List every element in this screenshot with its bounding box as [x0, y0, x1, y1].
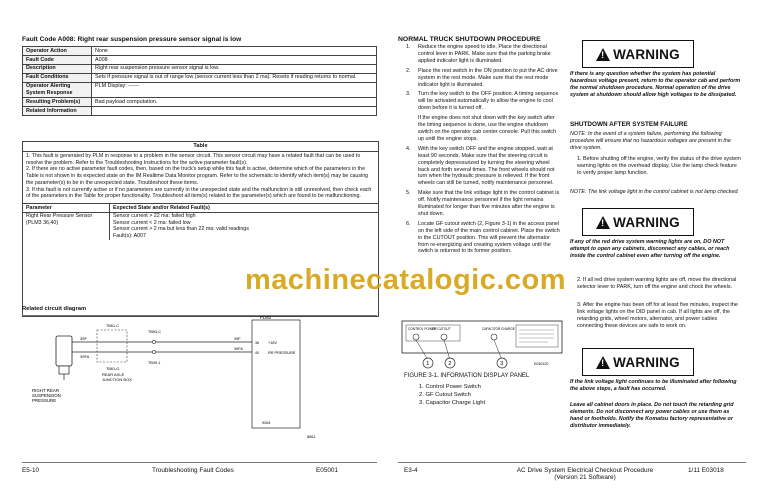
pressure-sensor — [56, 336, 72, 380]
step-item: If the engine does not shut down with the key switch after the timing sequence is done, use the engine shutdown switch on the operator cab center console. Pull this switch up until the engine stops. — [418, 115, 557, 142]
watermark: machinecatalogic.com — [245, 264, 567, 296]
warning-text-3a: If the link voltage light continues to be illuminated after following the above steps, a fault has occurred. — [570, 379, 737, 392]
legend-item: 2. GF Cutout Switch — [419, 392, 471, 399]
wire-label: TB61-G — [106, 367, 120, 371]
junction-box — [97, 330, 127, 362]
gf-cutout-switch-icon — [441, 334, 447, 340]
row-label: Resulting Problem(s) — [23, 98, 92, 107]
row-label: Operator Alerting System Response — [23, 82, 92, 98]
row-value: Right rear suspension pressure sensor signal is low. — [92, 64, 377, 73]
footer-page-left: E5-10 — [22, 467, 40, 474]
figure-caption: FIGURE 3-1. INFORMATION DISPLAY PANEL — [404, 373, 530, 379]
table-row — [23, 98, 377, 107]
legend-item: 1. Control Power Switch — [419, 384, 481, 390]
table-row — [23, 212, 378, 240]
pin-label: 40 — [255, 351, 259, 355]
row-value: None — [92, 47, 377, 56]
row-label: Fault Code — [23, 55, 92, 64]
warning-text-2: If any of the red drive system warning lights are on, DO NOT attempt to open any cabinets, disconnect any cables, or reach inside the control cabinet even after turning off the engine. — [570, 239, 730, 259]
param-states — [110, 212, 379, 240]
step-item: 3. Turn the key switch to the OFF position. A timing sequence will be activated automatically to allow the engine to cool down before it is turned off. — [406, 91, 559, 112]
warning-text-3b: Leave all cabinet doors in place. Do not touch the retarding grid elements. Do not disconnect any power cables or use them as hand or footholds. Notify the Komatsu factory representative or distributor immediately. — [570, 402, 734, 429]
shutdown-heading: NORMAL TRUCK SHUTDOWN PROCEDURE — [398, 36, 541, 43]
output-label: +18V — [268, 341, 277, 345]
parameter-table — [23, 203, 378, 240]
footer-code-left: E05001 — [316, 467, 339, 474]
svg-text:CONTROL POWER: CONTROL POWER — [408, 327, 437, 331]
state-line: Sensor current < 2 ma: failed low — [113, 219, 191, 226]
param-col-header: Parameter — [23, 204, 110, 213]
wire-label: TB39-1 — [148, 361, 161, 365]
row-label: Fault Conditions — [23, 73, 92, 82]
step-item: 6. Locate GF cutout switch (2, Figure 3-1) in the access panel on the left side of the main control cabinet. Place the switch in the CUTOUT position. This will prevent the alternator from re-energizing and creating system voltage until the switch is returned to its former position. — [406, 220, 560, 255]
table-row — [23, 73, 377, 82]
table-para-1: 1. This fault is generated by PLM in response to a problem in the sensor circuit. This sensor circuit may have a related fault that can be used to resolve the problem. Refer to the Troubleshooting Instructions for the active parameter fault(s). — [26, 153, 361, 166]
step-item: 1. Reduce the engine speed to idle. Place the directional control lever in PARK. Make sure that the parking brake applied indicator light is illuminated. — [406, 44, 551, 64]
svg-text:GF CUTOUT: GF CUTOUT — [432, 327, 451, 331]
warning-icon: ! — [596, 48, 610, 61]
footer-rule — [398, 462, 746, 463]
wire-label: TB93-C — [148, 330, 162, 334]
plm-label: PLM3 — [260, 316, 271, 320]
warning-banner-3: ! WARNING — [582, 348, 694, 376]
table-row — [23, 107, 377, 116]
svg-text:3: 3 — [500, 361, 504, 368]
footer-code-right: 1/11 E03018 — [688, 467, 724, 474]
drawing-number: 8661 — [307, 435, 316, 439]
sub-heading: SHUTDOWN AFTER SYSTEM FAILURE — [570, 121, 688, 128]
shutdown-steps — [406, 44, 560, 258]
warning-banner-2: ! WARNING — [582, 208, 694, 236]
footer-page-right: E3-4 — [404, 467, 418, 474]
diagram-title: Related circuit diagram — [22, 306, 87, 312]
row-label: Related Information — [23, 107, 92, 116]
wire-label: 39FA — [234, 347, 243, 351]
param-name: Right Rear Pressure Sensor (PLM3 36,40) — [23, 212, 110, 240]
figure-legend — [419, 383, 485, 407]
table-header-row — [23, 204, 378, 213]
warning-text-1: If there is any question whether the system has potential hazardous voltage present, return to the operator cab and perform the normal shutdown procedure. Normal operation of the drive system at shutdown should allow high voltages to be dissipated. — [570, 71, 741, 98]
failure-step-1: 1. Before shutting off the engine, verify the status of the drive system warning lights on the overhead display. Use the lamp check feature to verify proper lamp function. — [577, 156, 741, 176]
figure-id: E030120 — [534, 362, 549, 366]
state-line: Fault(s): A007 — [113, 232, 146, 239]
table-para-2: 2. If there are no active parameter fault codes, then, based on the truck's setup while this fault is active, determine which of the parameters in the Table is not shown in its expected state on the IM Realtime Data Monitor program. Refer to the schematic to identify which item(s) may be causing the parameter(s) to be in the unexpected state. Troubleshoot these items. — [26, 166, 369, 186]
svg-text:2: 2 — [448, 361, 452, 368]
row-value — [92, 107, 377, 116]
table-row — [23, 47, 377, 56]
row-value: PLM Display: ------ — [92, 82, 377, 98]
step-item: 2. Place the rest switch in the ON position to put the AC drive system in the rest mode. Make sure that the rest mode indicator light is illuminated. — [406, 67, 558, 88]
step-item: 4. With the key switch OFF and the engine stopped, wait at least 90 seconds. Make sure that the steering circuit is completely depressurized by turning the steering wheel back and forth several times. The front wheels should not turn when the hydraulic pressure is relieved. If the front wheels can still be turned, notify maintenance personnel. — [406, 145, 555, 187]
row-label: Description — [23, 64, 92, 73]
row-value: Sets if pressure signal is out of range low (sensor current less than 2 ma). Resets if reading returns to normal. — [92, 73, 377, 82]
capacitor-light-icon — [491, 334, 497, 340]
output-label: RR PRESSURE — [268, 351, 296, 355]
table-row — [23, 64, 377, 73]
junction-label: REAR AXLE JUNCTION BOX — [102, 372, 132, 382]
fault-info-table — [22, 46, 377, 116]
warning-icon: ! — [596, 356, 610, 369]
table-row — [23, 55, 377, 64]
sensor-label: RIGHT REAR SUSPENSION PRESSURE — [32, 388, 61, 403]
table-header: Table — [23, 142, 378, 152]
warning-banner-1: ! WARNING — [582, 40, 694, 68]
wire-label: 39FA — [80, 354, 90, 359]
step-item: 5. Make sure that the link voltage light in the control cabinet is off. Notify maintenance personnel if the light remains illuminated for longer than five minutes after the engine is shut down. — [406, 190, 560, 217]
svg-text:1: 1 — [426, 361, 430, 368]
note-1: NOTE: In the event of a system failure, performing the following procedure will ensure that no hazardous voltages are present in the drive system. — [570, 131, 731, 151]
state-col-header: Expected State and/or Related Fault(s) — [110, 204, 379, 213]
fault-title: Fault Code A008: Right rear suspension pressure sensor signal is low — [22, 36, 242, 43]
pin-label: 36 — [255, 341, 259, 345]
footer-section-right: AC Drive System Electrical Checkout Procedure (Version 21 Software) — [516, 467, 654, 481]
state-line: Sensor current > 2 ma but less than 22 ma: valid readings — [113, 226, 249, 233]
wire-label: TB61-C — [106, 324, 120, 328]
footer-section-left: Troubleshooting Fault Codes — [152, 467, 234, 474]
table-row — [23, 82, 377, 98]
warning-icon: ! — [596, 216, 610, 229]
info-display-panel-figure — [398, 320, 566, 370]
row-value: Bad payload computation. — [92, 98, 377, 107]
note-2: NOTE: The link voltage light in the control cabinet is not lamp checked. — [570, 189, 739, 195]
failure-step-3: 3. After the engine has been off for at least five minutes, inspect the link voltage lights on the DID panel in cab. If all lights are off, the retarding grids, wheel motors, alternator, and power cables connecting these devices are safe to work on. — [577, 302, 738, 329]
plm-bottom-label: 9264 — [262, 421, 271, 425]
plm3-module — [252, 320, 300, 428]
state-line: Sensor current > 22 ma: failed high — [113, 213, 196, 220]
control-power-switch-icon — [413, 334, 419, 340]
footer-rule — [22, 462, 377, 463]
legend-item: 3. Capacitor Charge Light — [419, 400, 486, 407]
row-label: Operator Action — [23, 47, 92, 56]
svg-text:CAPACITOR CHARGE: CAPACITOR CHARGE — [482, 327, 515, 331]
circuit-diagram — [22, 316, 377, 453]
wire-label: 39F — [80, 336, 87, 341]
failure-step-2: 2. If all red drive system warning lights are off, move the directional selector lever to PARK, turn off the engine and chock the wheels. — [577, 277, 737, 290]
row-value: A008 — [92, 55, 377, 64]
wire-label: 39F — [234, 337, 241, 341]
table-para-3: 3. If this fault is not currently active or if no parameters are currently in the unexpected state and the malfunction is still unresolved, then check each of the parameters in the Table for proper functionality. Troubleshoot all item(s) related to the parameter(s) which are found to be malfunctioning. — [26, 186, 372, 200]
